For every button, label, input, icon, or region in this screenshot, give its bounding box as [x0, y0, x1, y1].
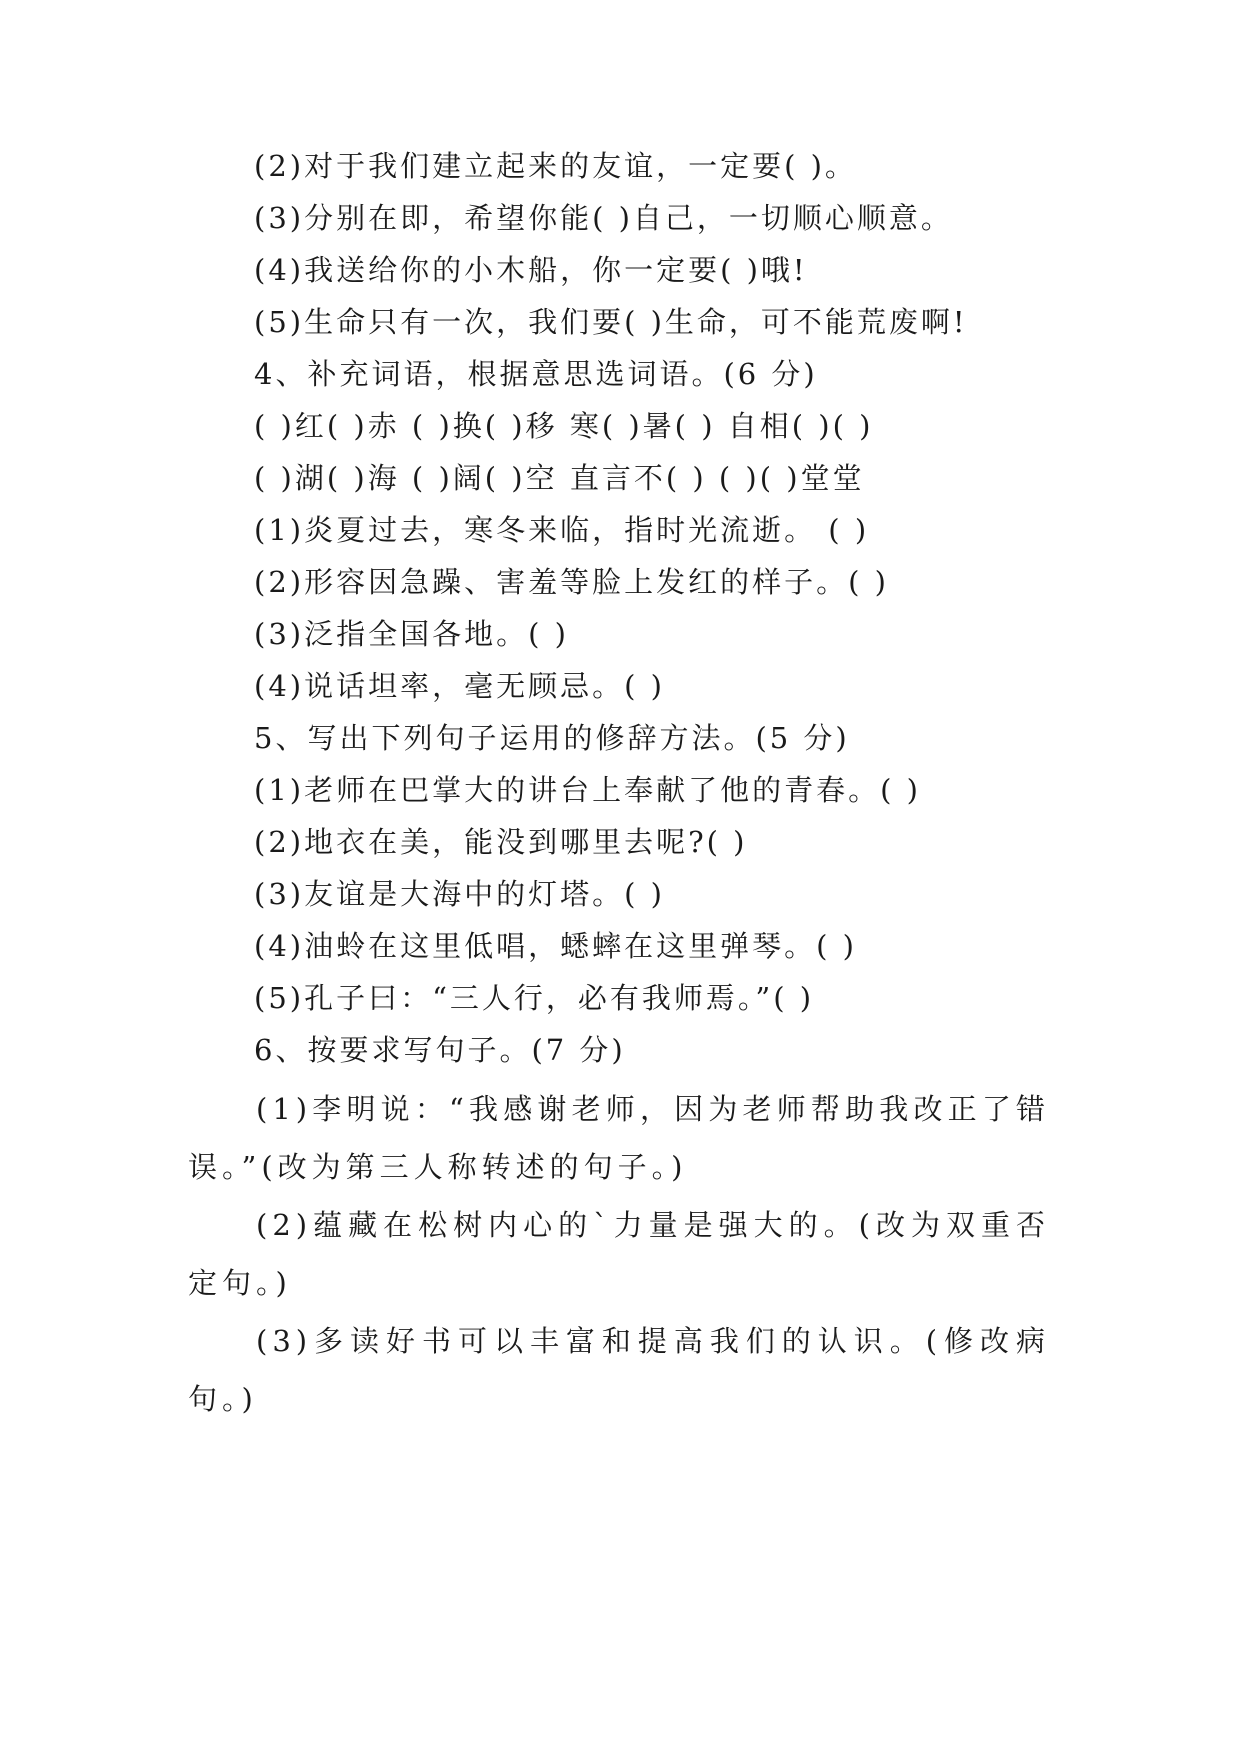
question-3-item-2: (2)对于我们建立起来的友谊，一定要( )。	[254, 149, 857, 183]
question-5-heading: 5、写出下列句子运用的修辞方法。(5 分)	[254, 721, 850, 755]
question-4-words-row-1: ( )红( )赤 ( )换( )移 寒( )暑( ) 自相( )( )	[254, 409, 874, 443]
question-3-item-3: (3)分别在即，希望你能( )自己，一切顺心顺意。	[254, 201, 953, 235]
question-5-item-3: (3)友谊是大海中的灯塔。( )	[254, 877, 665, 911]
question-4-item-2: (2)形容因急躁、害羞等脸上发红的样子。( )	[254, 565, 889, 599]
question-5-item-2: (2)地衣在美，能没到哪里去呢?( )	[254, 825, 748, 859]
question-4-item-3: (3)泛指全国各地。( )	[254, 617, 569, 651]
question-3-item-5: (5)生命只有一次，我们要( )生命，可不能荒废啊!	[254, 305, 968, 339]
question-6-item-2: (2)蕴藏在松树内心的`力量是强大的。(改为双重否定句。)	[188, 1208, 1050, 1300]
question-4-heading: 4、补充词语，根据意思选词语。(6 分)	[254, 357, 818, 391]
question-4-words-row-2: ( )湖( )海 ( )阔( )空 直言不( ) ( )( )堂堂	[254, 461, 865, 495]
question-4-item-1: (1)炎夏过去，寒冬来临，指时光流逝。 ( )	[254, 513, 870, 547]
question-6-item-1: (1)李明说：“我感谢老师，因为老师帮助我改正了错误。”(改为第三人称转述的句子。)	[188, 1092, 1050, 1184]
question-4-item-4: (4)说话坦率，毫无顾忌。( )	[254, 669, 665, 703]
question-3-item-4: (4)我送给你的小木船，你一定要( )哦!	[254, 253, 808, 287]
question-6-heading: 6、按要求写句子。(7 分)	[254, 1033, 626, 1067]
question-6-item-3: (3)多读好书可以丰富和提高我们的认识。(修改病句。)	[188, 1324, 1050, 1416]
question-5-item-1: (1)老师在巴掌大的讲台上奉献了他的青春。( )	[254, 773, 921, 807]
question-5-item-4: (4)油蛉在这里低唱，蟋蟀在这里弹琴。( )	[254, 929, 857, 963]
question-5-item-5: (5)孔子曰：“三人行，必有我师焉。”( )	[254, 981, 815, 1015]
